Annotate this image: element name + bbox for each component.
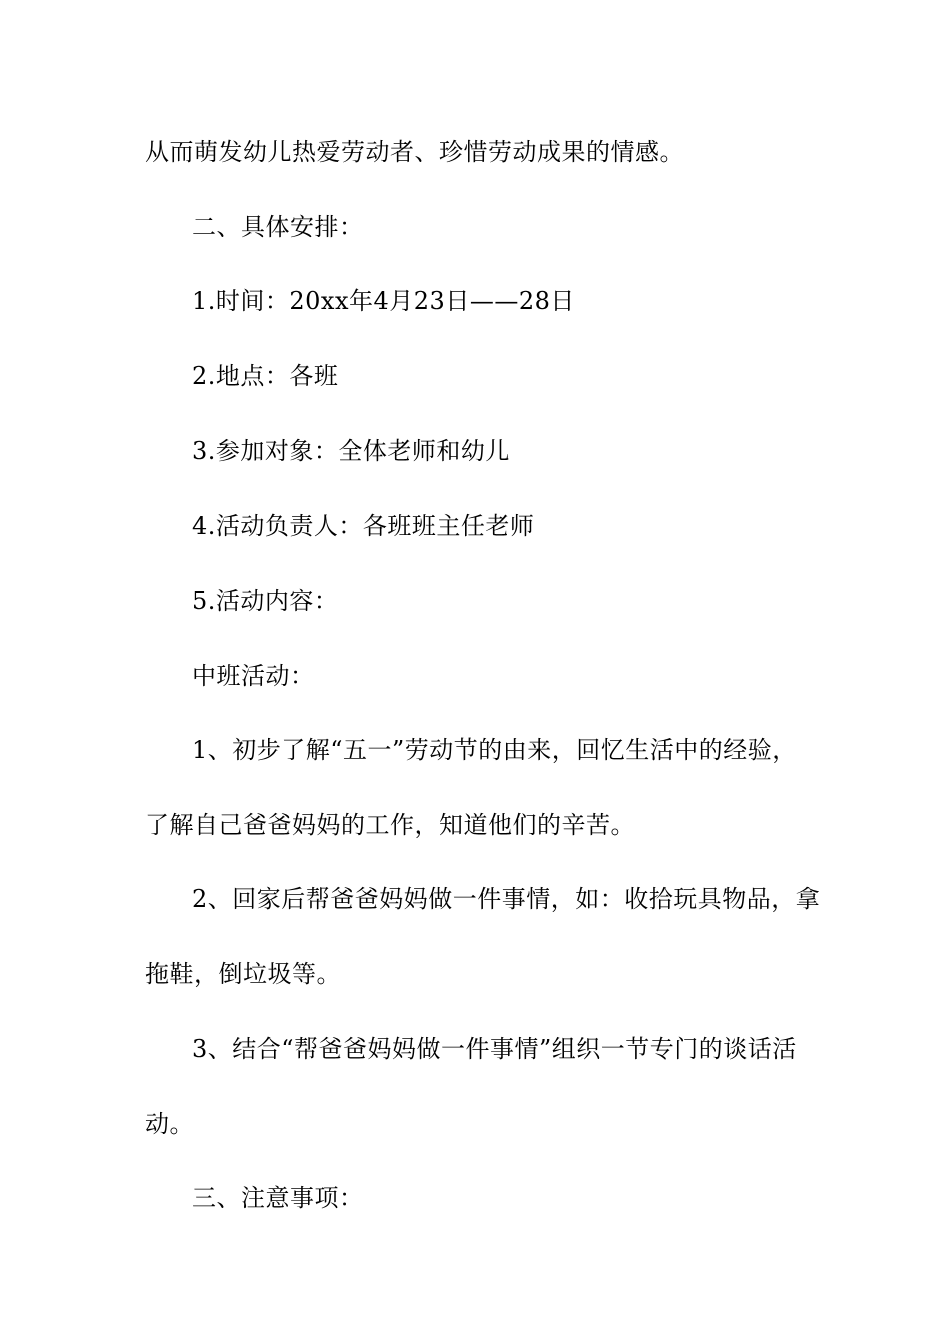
activity-1-line-2: 了解自己爸爸妈妈的工作，知道他们的辛苦。 xyxy=(145,811,635,839)
activity-2-line-1: 2、回家后帮爸爸妈妈做一件事情，如：收拾玩具物品，拿 xyxy=(192,885,821,913)
subheading-middle-class: 中班活动： xyxy=(192,662,315,690)
paragraph-continuation: 从而萌发幼儿热爱劳动者、珍惜劳动成果的情感。 xyxy=(145,138,684,166)
activity-2-line-2: 拖鞋，倒垃圾等。 xyxy=(145,960,341,988)
item-content: 5.活动内容： xyxy=(192,587,339,615)
item-time: 1.时间：20xx年4月23日——28日 xyxy=(192,287,575,315)
item-participants: 3.参加对象：全体老师和幼儿 xyxy=(192,437,510,465)
item-responsible: 4.活动负责人：各班班主任老师 xyxy=(192,512,535,540)
activity-1-line-1: 1、初步了解“五一”劳动节的由来，回忆生活中的经验， xyxy=(192,736,797,764)
section-heading-notes: 三、注意事项： xyxy=(192,1184,364,1212)
activity-3-line-1: 3、结合“帮爸爸妈妈做一件事情”组织一节专门的谈话活 xyxy=(192,1035,797,1063)
item-location: 2.地点：各班 xyxy=(192,362,339,390)
activity-3-line-2: 动。 xyxy=(145,1110,194,1138)
section-heading-arrangement: 二、具体安排： xyxy=(192,213,364,241)
